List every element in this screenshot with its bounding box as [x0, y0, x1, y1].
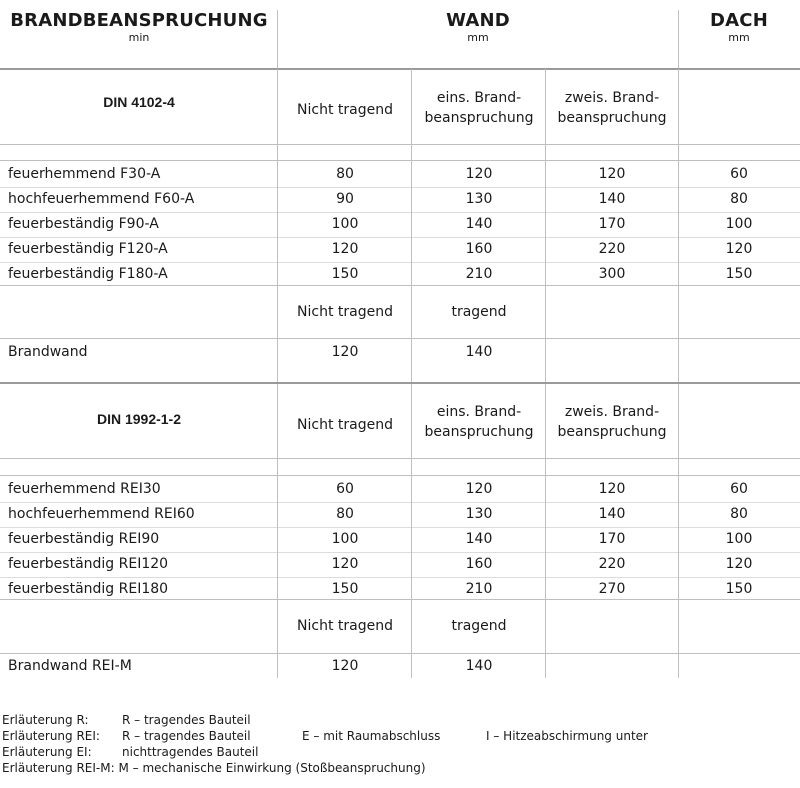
divider: [0, 144, 800, 145]
divider: [545, 384, 546, 678]
row-value: 120: [725, 241, 753, 257]
header-wall: [278, 10, 678, 44]
subheader-non-bearing: Nicht tragend: [297, 417, 393, 433]
row-value: 170: [598, 531, 626, 547]
row-value: 210: [465, 581, 493, 597]
firewall-header-non-bearing: Nicht tragend: [297, 618, 393, 634]
legend-key: Erläuterung R:: [2, 713, 89, 727]
divider: [678, 384, 679, 678]
header-fire-exposure: [0, 10, 278, 44]
row-value: 120: [465, 481, 493, 497]
divider: [0, 338, 800, 339]
legend-extra-e: E – mit Raumabschluss: [302, 729, 441, 743]
row-label: feuerbeständig REI180: [8, 581, 169, 597]
row-value: 220: [598, 241, 626, 257]
divider: [545, 69, 546, 382]
standard-din-1992: DIN 1992-1-2: [96, 411, 182, 427]
row-value: 150: [725, 266, 753, 282]
legend-text: M – mechanische Einwirkung (Stoßbeanspruchung): [118, 761, 426, 775]
legend-text: R – tragendes Bauteil: [122, 713, 251, 727]
row-value: 120: [725, 556, 753, 572]
subheader-non-bearing: Nicht tragend: [297, 102, 393, 118]
divider: [0, 285, 800, 286]
row-value: 100: [725, 531, 753, 547]
row-value: 60: [730, 166, 748, 182]
row-value: 60: [730, 481, 748, 497]
row-value: 80: [730, 191, 748, 207]
divider: [277, 384, 278, 678]
divider: [0, 502, 800, 503]
row-value: 100: [331, 216, 359, 232]
header-wall-unit: mm: [467, 31, 489, 44]
legend-extra-i: I – Hitzeabschirmung unter: [486, 729, 648, 743]
row-value: 150: [725, 581, 753, 597]
header-roof-unit: mm: [728, 31, 750, 44]
legend-key: Erläuterung REI-M:: [2, 761, 115, 775]
row-label: feuerbeständig REI120: [8, 556, 169, 572]
row-value: 90: [336, 191, 354, 207]
divider: [0, 187, 800, 188]
header-roof-title: DACH: [710, 10, 768, 31]
divider: [0, 475, 800, 476]
row-value: 120: [598, 166, 626, 182]
header-fire-exposure-title: BRANDBEANSPRUCHUNG: [10, 10, 268, 31]
firewall-header-bearing: tragend: [451, 304, 507, 320]
row-value: 120: [331, 241, 359, 257]
row-value: 150: [331, 581, 359, 597]
divider: [0, 527, 800, 528]
subheader-single-side: eins. Brand- beanspruchung: [424, 90, 534, 126]
firewall-value-bearing: 140: [465, 658, 493, 674]
divider: [411, 69, 412, 382]
header-fire-exposure-unit: min: [128, 31, 150, 44]
divider: [0, 458, 800, 459]
subheader-single-side: eins. Brand- beanspruchung: [424, 404, 534, 440]
row-value: 170: [598, 216, 626, 232]
row-label: hochfeuerhemmend F60-A: [8, 191, 195, 207]
row-value: 160: [465, 556, 493, 572]
divider: [0, 577, 800, 578]
row-value: 140: [598, 506, 626, 522]
divider: [0, 237, 800, 238]
legend-rei-m: [2, 760, 426, 776]
divider: [0, 382, 800, 384]
header-wall-title: WAND: [446, 10, 510, 31]
row-value: 160: [465, 241, 493, 257]
row-value: 120: [598, 481, 626, 497]
legend-text: R – tragendes Bauteil: [122, 729, 251, 743]
firewall-value-non-bearing: 120: [331, 344, 359, 360]
subheader-double-side: zweis. Brand- beanspruchung: [557, 90, 667, 126]
legend-key: Erläuterung EI:: [2, 745, 92, 759]
row-value: 80: [336, 166, 354, 182]
row-value: 140: [465, 216, 493, 232]
row-label: feuerbeständig F90-A: [8, 216, 159, 232]
row-value: 130: [465, 191, 493, 207]
firewall-value-non-bearing: 120: [331, 658, 359, 674]
row-value: 220: [598, 556, 626, 572]
legend-keys: [2, 712, 142, 760]
row-value: 60: [336, 481, 354, 497]
divider: [0, 262, 800, 263]
standard-din-4102: DIN 4102-4: [103, 94, 175, 110]
divider: [678, 10, 679, 68]
row-value: 100: [331, 531, 359, 547]
divider: [0, 68, 800, 70]
row-value: 210: [465, 266, 493, 282]
legend-text: nichttragendes Bauteil: [122, 745, 259, 759]
divider: [411, 384, 412, 678]
row-label: feuerhemmend F30-A: [8, 166, 161, 182]
row-value: 140: [465, 531, 493, 547]
subheader-double-side: zweis. Brand- beanspruchung: [557, 404, 667, 440]
divider: [0, 653, 800, 654]
row-label: hochfeuerhemmend REI60: [8, 506, 195, 522]
row-value: 300: [598, 266, 626, 282]
row-label: feuerbeständig REI90: [8, 531, 160, 547]
row-label: feuerhemmend REI30: [8, 481, 161, 497]
divider: [0, 599, 800, 600]
row-label: feuerbeständig F180-A: [8, 266, 168, 282]
row-value: 120: [331, 556, 359, 572]
firewall-label: Brandwand REI-M: [8, 658, 132, 674]
legend-key: Erläuterung REI:: [2, 729, 100, 743]
row-value: 140: [598, 191, 626, 207]
firewall-label: Brandwand: [8, 344, 88, 360]
row-value: 80: [730, 506, 748, 522]
divider: [277, 10, 278, 68]
row-value: 120: [465, 166, 493, 182]
row-value: 100: [725, 216, 753, 232]
legend-texts: [122, 712, 302, 760]
divider: [0, 552, 800, 553]
divider: [277, 69, 278, 382]
firewall-value-bearing: 140: [465, 344, 493, 360]
row-label: feuerbeständig F120-A: [8, 241, 168, 257]
row-value: 150: [331, 266, 359, 282]
divider: [678, 69, 679, 382]
divider: [0, 212, 800, 213]
row-value: 130: [465, 506, 493, 522]
firewall-header-non-bearing: Nicht tragend: [297, 304, 393, 320]
row-value: 80: [336, 506, 354, 522]
header-roof: [678, 10, 800, 44]
firewall-header-bearing: tragend: [451, 618, 507, 634]
row-value: 270: [598, 581, 626, 597]
divider: [0, 160, 800, 161]
